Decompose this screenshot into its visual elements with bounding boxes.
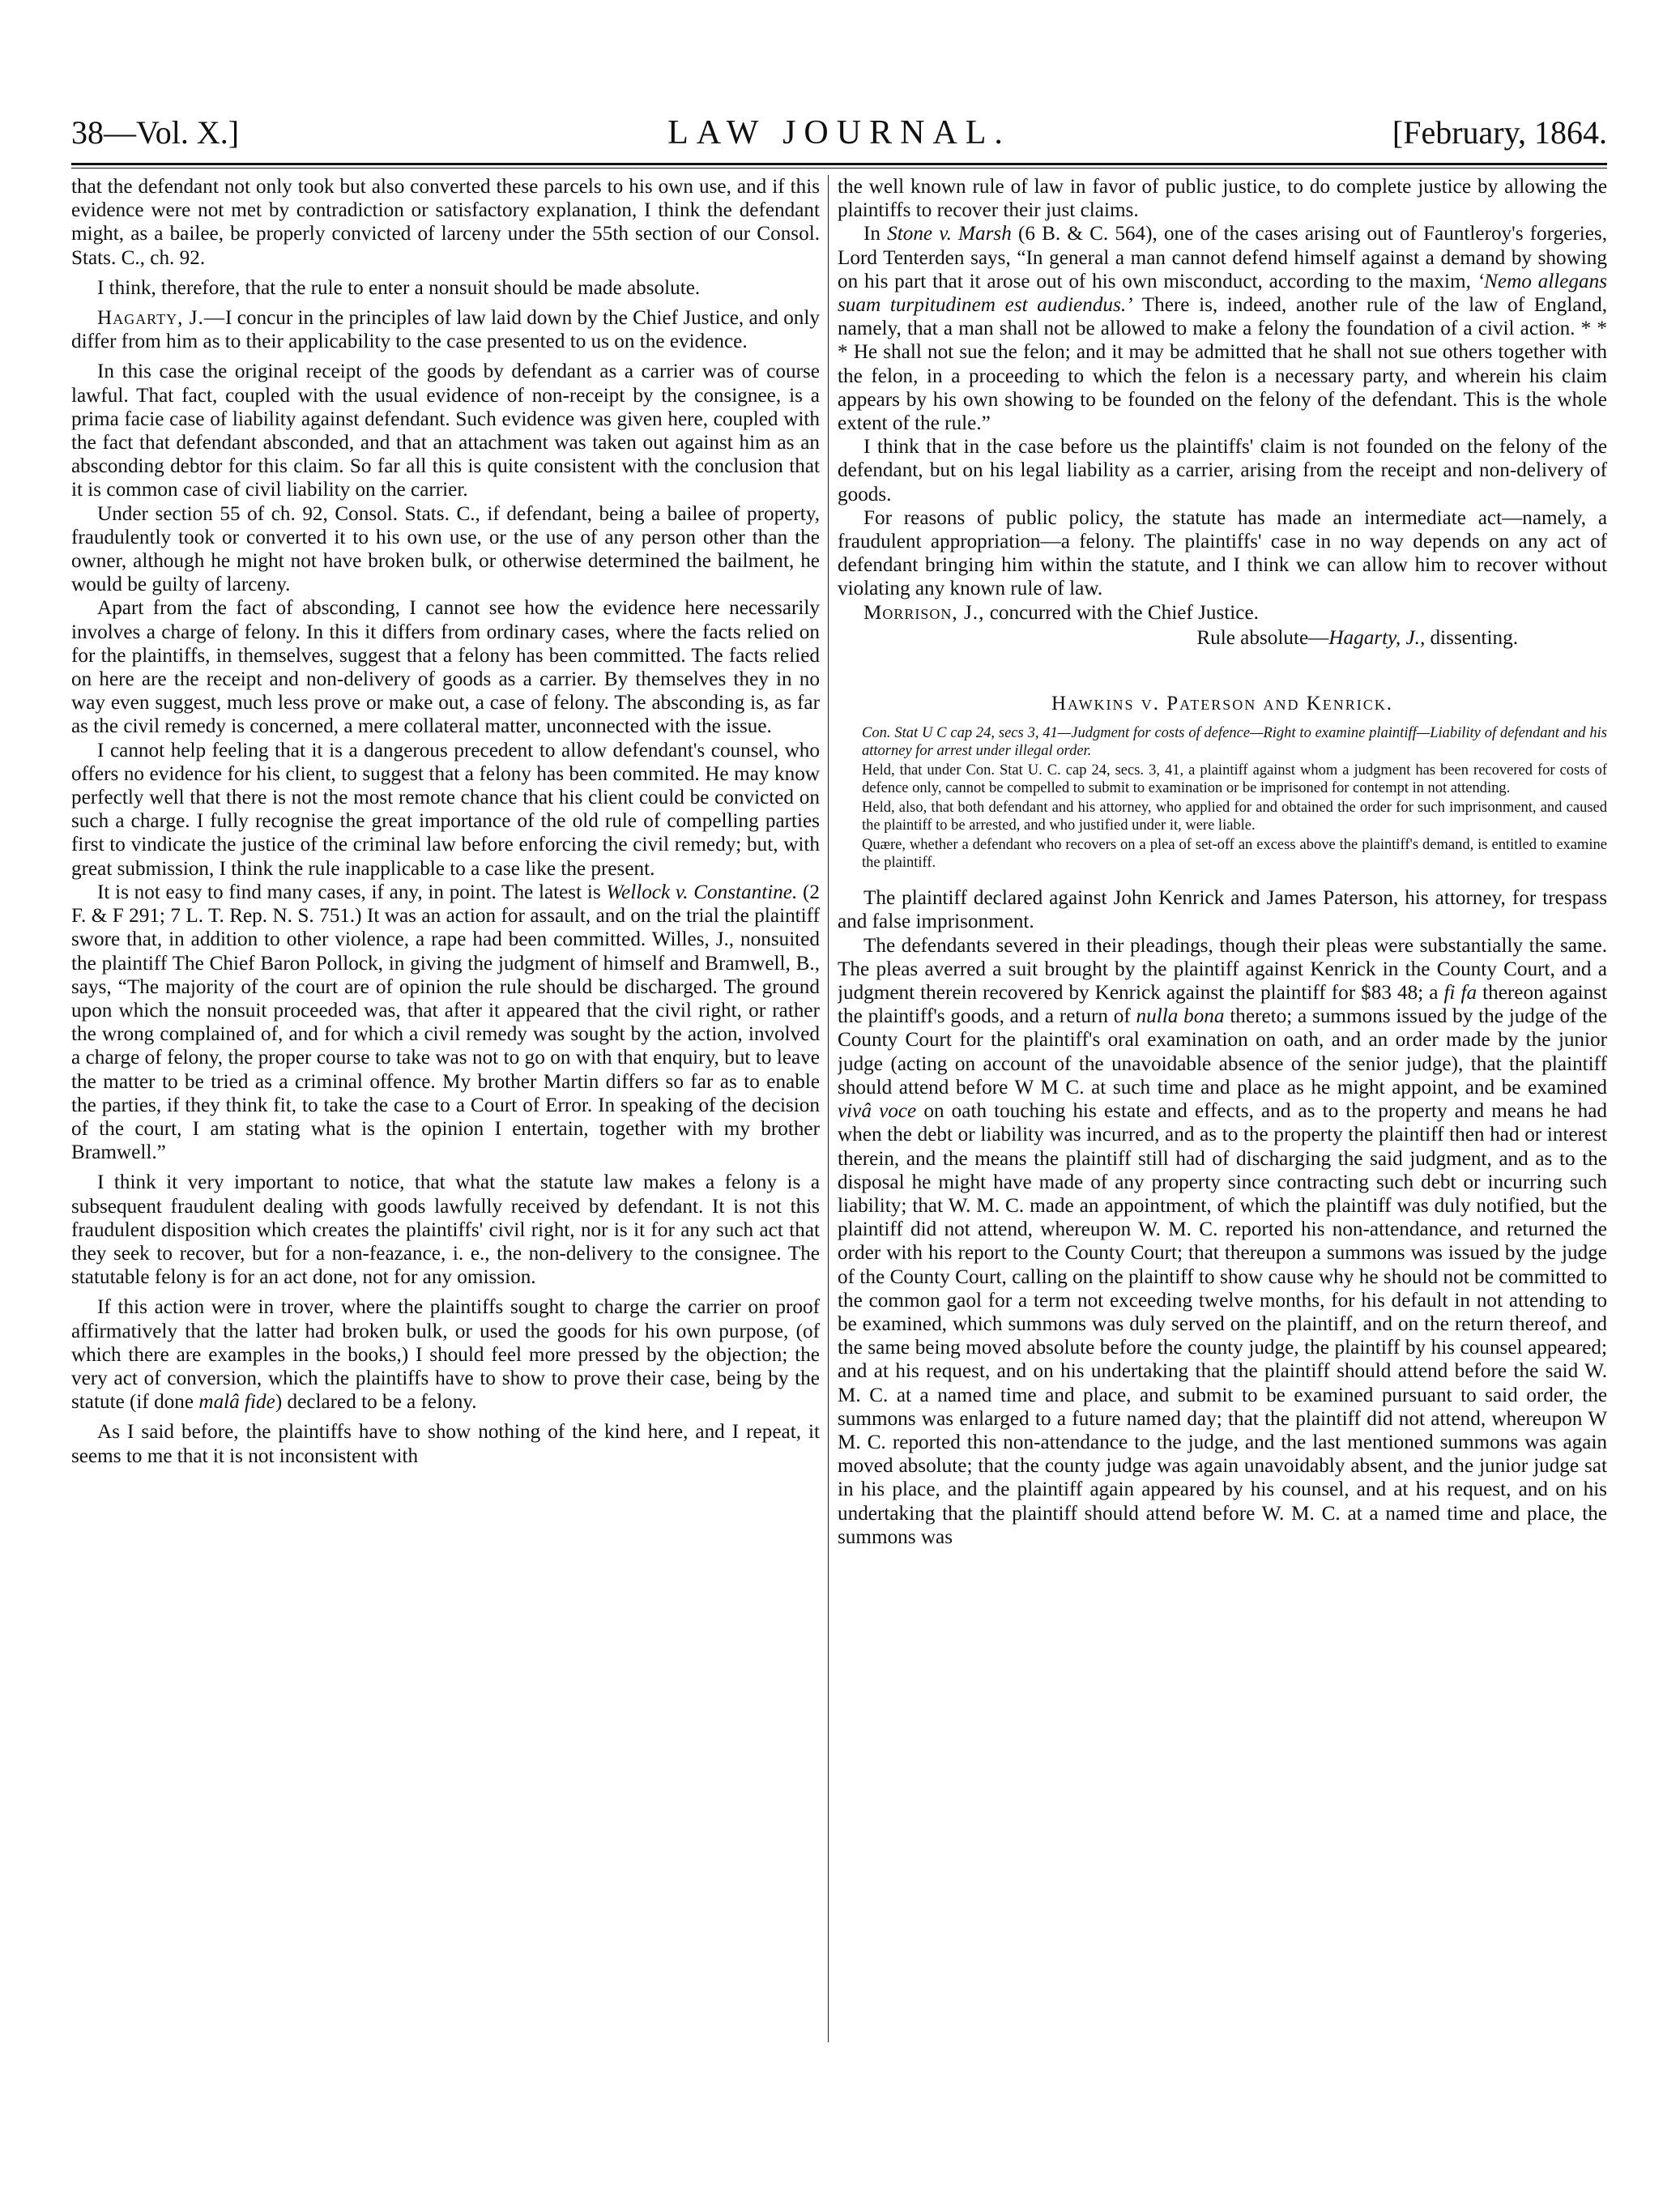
case-name: Wellock v. Constantine.	[606, 881, 798, 903]
judge-name: Hagarty, J.—	[97, 307, 226, 330]
latin-phrase: malâ fide	[198, 1391, 275, 1414]
paragraph: As I said before, the plaintiffs have to show nothing of the kind here, and I repeat, it seems to me that it is not inconsistent with	[71, 1421, 820, 1467]
latin-phrase: vivâ voce	[838, 1100, 917, 1123]
paragraph: Apart from the fact of absconding, I cannot see how the evidence here necessarily involves a charge of felony. In this it differs from ordinary cases, where the facts relied on for the plaintiffs, in themselves, suggest that a felony has been committed. The facts relied on here are the receipt and non-delivery of goods as a carrier. By themselves they in no way even suggest, much less prove or make out, a case of felony. The absconding is, as far as the civil remedy is concerned, a mere collateral matter, unconnected with the issue.	[71, 597, 820, 738]
paragraph-text: It was an action for assault, and on the trial the plaintiff swore that, in addition to other violence, a rape had been committed. Willes, J., nonsuited the plaintiff The Chief Baron Pollock, in giving the judgment of himself and Bramwell, B., says, “The majority of the court are of opinion the rule should be discharged. The ground upon which the nonsuit proceeded was, that after it appeared that the civil right, or rather the wrong complained of, and for which a civil remedy was sought by the action, involved a charge of felony, the proper course to take was not to go on with that enquiry, but to leave the matter to be tried as a criminal offence. My brother Martin differs so far as to enable the parties, if they think fit, to take the case to a Court of Error. In speaking of the decision of the court, I am stating what is the opinion I entertain, together with my brother Bramwell.”	[71, 905, 820, 1164]
header-date: [February, 1864.	[1392, 114, 1607, 151]
paragraph: If this action were in trover, where the plaintiffs sought to charge the carrier on proof affirmatively that the latter had broken bulk, or used the goods for his own purpose, (of which there are examples in the books,) I should feel more pressed by the objection; the very act of conversion, which the plaintiffs have to show to prove their case, being by the statute (if done malâ fide) declared to be a felony.	[71, 1296, 820, 1414]
paragraph	[838, 601, 1607, 625]
paragraph	[71, 881, 820, 1164]
header-rule-thin	[71, 168, 1607, 169]
quaere-note: Quære, whether a defendant who recovers on a plea of set-off an excess above the plaintiff's demand, is entitled to examine the plaintiff.	[862, 837, 1607, 871]
paragraph: that the defendant not only took but also converted these parcels to his own use, and if this evidence were not met by contradiction or satisfactory explanation, I think the defendant might, as a bailee, be properly convicted of larceny under the 55th section of our Consol. Stats. C., ch. 92.	[71, 176, 820, 269]
paragraph: the well known rule of law in favor of public justice, to do complete justice by allowing the plaintiffs to recover their just claims.	[838, 176, 1607, 222]
paragraph-text: (6 B. & C. 564), one of the cases arising out of Fauntleroy's forgeries, Lord Tenterden says, “In general a man cannot defend himself against a demand by showing on his part that it arose out of his own misconduct, according to the maxim,	[838, 223, 1607, 292]
latin-maxim: ‘Nemo allegans suam turpitudinem est audiendus.’	[838, 270, 1607, 317]
header-volume: 38—Vol. X.]	[71, 114, 240, 151]
left-column	[71, 175, 820, 2046]
paragraph: I cannot help feeling that it is a dangerous precedent to allow defendant's counsel, who offers no evidence for his client, to suggest that a felony has been commited. He may know perfectly well that there is not the most remote chance that his client could be convicted on such a charge. I fully recognise the great importance of the old rule of compelling parties first to vindicate the justice of the criminal law before enforcing the civil remedy; but, with great submission, I think the rule inapplicable to a case like the present.	[71, 739, 820, 880]
latin-phrase: nulla bona	[1136, 1005, 1225, 1028]
judge-name: Hagarty, J.,	[1328, 626, 1426, 649]
paragraph: Under section 55 of ch. 92, Consol. Stats. C., if defendant, being a bailee of property, fraudulently took or converted it to his own use, or the use of any person other than the owner, although he might not have broken bulk, or otherwise determined the bailment, he would be guilty of larceny.	[71, 502, 820, 596]
paragraph	[71, 306, 820, 353]
paragraph-text: If this action were in trover, where the plaintiffs sought to charge the carrier on proof affirmatively that the latter had broken bulk, or used the goods for his own purpose, (of which there are examples in the books,) I should feel more pressed by the objection; the very act of conversion, which the plaintiffs have to show to prove their case, being by the statute (if done	[71, 1296, 820, 1414]
paragraph-text: In	[863, 223, 881, 245]
right-column	[838, 175, 1607, 2046]
case-citation: (2 F. & F 291; 7 L. T. Rep. N. S. 751.)	[71, 881, 820, 928]
header-title: LAW JOURNAL.	[667, 114, 1011, 151]
header-rule	[71, 163, 1607, 165]
paragraph: I think that in the case before us the plaintiffs' claim is not founded on the felony of the defendant, but on his legal liability as a carrier, arising from the receipt and non-delivery of goods.	[838, 436, 1607, 506]
case-name: Stone v. Marsh	[887, 223, 1012, 245]
paragraph: For reasons of public policy, the statute has made an intermediate act—namely, a fraudulent appropriation—a felony. The plaintiffs' case in no way depends on any act of defendant bringing him within the statute, and I think we can allow him to recover without violating any known rule of law.	[838, 506, 1607, 600]
paragraph-text: declared to be a felony.	[287, 1391, 477, 1414]
page-header	[71, 110, 1607, 162]
case-title: Hawkins v. Paterson and Kenrick.	[1051, 693, 1394, 715]
paragraph-text: I concur in the principles of law laid down by the Chief Justice, and only differ from him as to their applicability to the case presented to us on the evidence.	[71, 307, 820, 353]
paragraph	[838, 222, 1607, 435]
latin-phrase: fi fa	[1443, 982, 1477, 1005]
paragraph: The defendants severed in their pleadings, though their pleas were substantially the same. The pleas averred a suit brought by the plaintiff against Kenrick in the County Court, and a judgment therein recovered by Kenrick against the plaintiff for $83 48; a fi fa thereon against the plaintiff's goods, and a return of nulla bona thereto; a summons issued by the judge of the County Court for the plaintiff's oral examination on oath, and an order made by the junior judge (acting on account of the unavoidable absence of the senior judge), that the plaintiff should attend before W M C. at such time and place as he might appoint, and be examined vivâ voce on oath touching his estate and effects, and as to the property and means he had when the debt or liability was incurred, and as to the property the plaintiff then had or interest therein, and the means the plaintiff still had of discharging the said judgment, and as to the disposal he might have made of any property since contracting such debt or incurring such liability; that W. M. C. made an appointment, of which the plaintiff was duly notified, but the plaintiff did not attend, whereupon W. M. C. reported his non-attendance, and returned the order with his report to the County Court; that thereupon a summons was issued by the judge of the County Court, calling on the plaintiff to show cause why he should not be committed to the common gaol for a term not exceeding twelve months, for his default in not attending to be examined, which summons was duly served on the plaintiff, and on the return thereof, and the same being moved absolute before the county judge, the plaintiff by his counsel appeared; and at his request, and on his undertaking that the plaintiff should attend before the said W. M. C. at a named time and place, and submit to be examined pursuant to said order, the summons was enlarged to a future named day; that the plaintiff did not attend, whereupon W M. C. reported this non-attendance to the judge, and the last mentioned summons was again moved absolute; that the county judge was again unavoidably absent, and the junior judge sat in his place, and the plaintiff again appeared by his counsel, and at his request, and on his undertaking that the plaintiff should attend before W. M. C. at a named time and place, the summons was	[838, 934, 1607, 1548]
held-note: Held, that under Con. Stat U. C. cap 24, secs. 3, 41, a plaintiff against whom a judgment has been recovered for costs of defence only, cannot be compelled to submit to examination or be imprisoned for contempt in not attending.	[862, 762, 1607, 796]
paragraph: The plaintiff declared against John Kenrick and James Paterson, his attorney, for trespass and false imprisonment.	[838, 887, 1607, 933]
paragraph-text: There is, indeed, another rule of the law of England, namely, that a man shall not be allowed to make a felony the foundation of a civil action. * * * He shall not sue the felon; and it may be admitted that he shall not sue others together with the felon, in a proceeding to which the felon is a necessary party, and wherein his claim appears by his own showing to be founded on the felony of the defendant. This is the whole extent of the rule.”	[838, 294, 1607, 435]
paragraph-text: concurred with the Chief Justice.	[989, 601, 1259, 624]
paragraph: I think it very important to notice, that what the statute law makes a felony is a subsequent fraudulent dealing with goods lawfully received by defendant. It is not this fraudulent disposition which creates the plaintiffs' civil right, nor is it for any such act that they seek to recover, but for a non-feazance, i. e., the non-delivery to the consignee. The statutable felony is for an act done, not for any omission.	[71, 1171, 820, 1289]
paragraph: In this case the original receipt of the goods by defendant as a carrier was of course lawful. That fact, coupled with the usual evidence of non-receipt by the consignee, is a prima facie case of liability against defendant. Such evidence was given here, coupled with the fact that defendant absconded, and that an attachment was taken out against him as an absconding debtor for this claim. So far all this is quite consistent with the conclusion that it is common case of civil liability on the carrier.	[71, 361, 820, 501]
paragraph-text: It is not easy to find many cases, if any, in point. The latest is	[97, 881, 601, 903]
ruling-line: Rule absolute—Hagarty, J., dissenting.	[1196, 626, 1518, 649]
paragraph: I think, therefore, that the rule to enter a nonsuit should be made absolute.	[97, 276, 701, 299]
column-divider	[828, 175, 829, 2042]
held-note: Held, also, that both defendant and his attorney, who applied for and obtained the order for such imprisonment, and caused the plaintiff to be arrested, and who justified under it, were liable.	[862, 800, 1607, 834]
case-headnote: Con. Stat U C cap 24, secs 3, 41—Judgment for costs of defence—Right to examine plaintiff—Liability of defendant and his attorney for arrest under illegal order.	[862, 725, 1607, 759]
judge-name: Morrison, J.,	[863, 601, 985, 624]
